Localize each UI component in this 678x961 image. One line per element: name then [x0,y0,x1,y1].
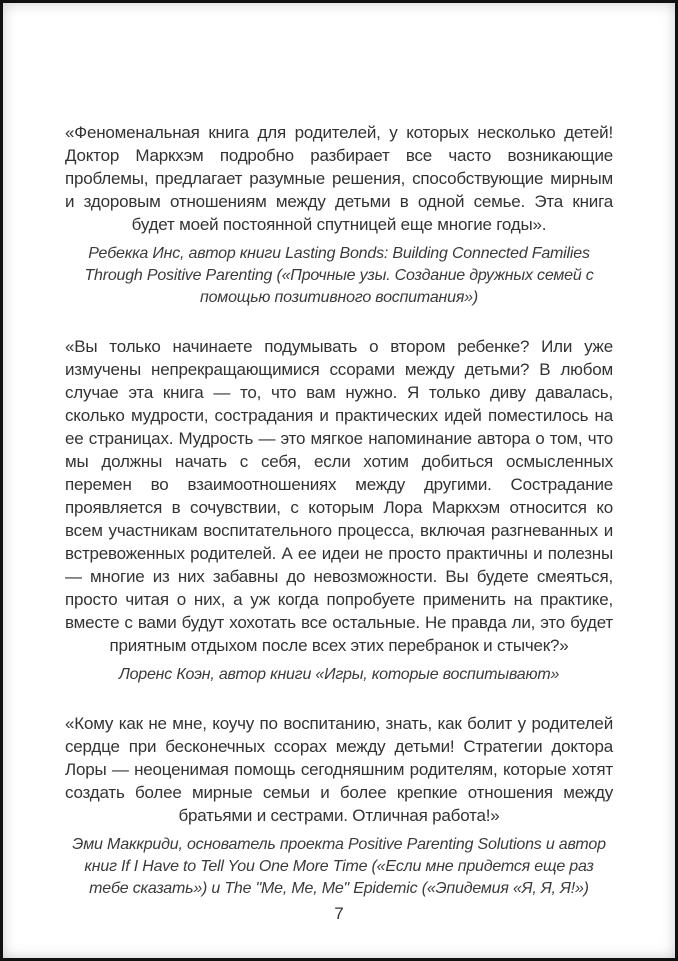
review-attribution-1: Ребекка Инс, автор книги Lasting Bonds: Building Connected Families Through Positive Parenting («Прочные узы. Создание дружных семей с помощью позитивного воспитания») [84,245,594,306]
review-quote-1: «Феноменальная книга для родителей, у которых несколько детей! Доктор Маркхэм подробно разбирает все часто возникающие проблемы, предлагает разумные решения, способствующие мирным и здоровым отношениям между детьми в одной семье. Эта книга будет моей постоянной спутницей еще многие годы». [65,123,613,234]
text-block [3,3,675,900]
review-attribution-3: Эми Маккриди, основатель проекта Positive Parenting Solutions и автор книг If I Have to Tell You One More Time («Если мне придется еще раз тебе сказать») и The "Me, Me, Me" Epidemic («Эпидемия «Я, Я, Я!») [72,836,606,897]
page-number: 7 [334,904,344,923]
review-quote-2: «Вы только начинаете подумывать о втором ребенке? Или уже измучены непрекращающимися ссорами между детьми? В любом случае эта книга — то, что вам нужно. Я только диву давалась, сколько мудрости, сострадания и практических идей поместилось на ее страницах. Мудрость — это мягкое напоминание автора о том, что мы должны начать с себя, если хотим добиться осмысленных перемен во взаимоотношениях между другими. Сострадание проявляется в сочувствии, с которым Лора Маркхэм относится ко всем участникам воспитательного процесса, включая разгневанных и встревоженных родителей. А ее идеи не просто практичны и полезны — многие из них забавны до невозможности. Вы будете смеяться, просто читая о них, а уж когда попробуете применить на практике, вместе с вами будут хохотать все остальные. Не правда ли, это будет приятным отдыхом после всех этих перебранок и стычек?» [65,337,613,655]
review-quote-3: «Кому как не мне, коучу по воспитанию, знать, как болит у родителей сердце при бесконечных ссорах между детьми! Стратегии доктора Лоры — неоценимая помощь сегодняшним родителям, которые хотят создать более мирные семьи и более крепкие отношения между братьями и сестрами. Отличная работа!» [65,714,613,825]
review-attribution-2: Лоренс Коэн, автор книги «Игры, которые воспитывают» [118,666,560,683]
